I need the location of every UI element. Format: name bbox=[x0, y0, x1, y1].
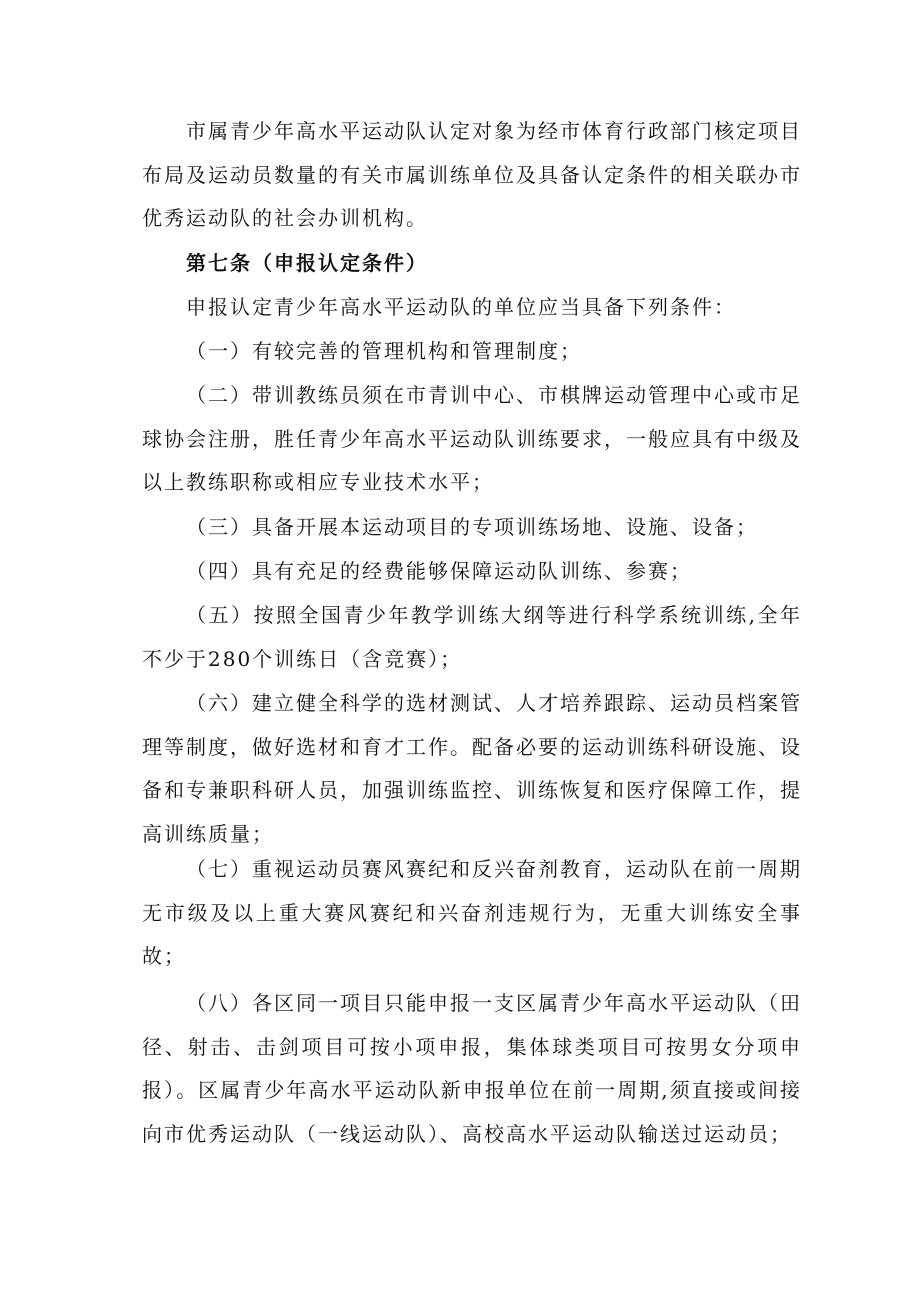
lead-paragraph: 申报认定青少年高水平运动队的单位应当具备下列条件： bbox=[186, 295, 736, 319]
item-6: （六）建立健全科学的选材测试、人才培养跟踪、运动员档案管理等制度，做好选材和育才工作。配备必要的运动训练科研设施、设备和专兼职科研人员，加强训练监控、训练恢复和医疗保障工作，提高训练质量； bbox=[142, 691, 802, 846]
item-5: （五）按照全国青少年教学训练大纲等进行科学系统训练,全年不少于280个训练日（含竞赛）； bbox=[142, 603, 802, 671]
item-3: （三）具备开展本运动项目的专项训练场地、设施、设备； bbox=[186, 515, 758, 539]
item-1: （一）有较完善的管理机构和管理制度； bbox=[186, 339, 582, 363]
article-heading: 第七条（申报认定条件） bbox=[186, 251, 428, 275]
item-4: （四）具有充足的经费能够保障运动队训练、参赛； bbox=[186, 559, 692, 583]
item-8: （八）各区同一项目只能申报一支区属青少年高水平运动队（田径、射击、击剑项目可按小项申报，集体球类项目可按男女分项申报）。区属青少年高水平运动队新申报单位在前一周期,须直接或间接向市优秀运动队（一线运动队）、高校高水平运动队输送过运动员； bbox=[142, 991, 802, 1146]
item-2: （二）带训教练员须在市青训中心、市棋牌运动管理中心或市足球协会注册，胜任青少年高水平运动队训练要求，一般应具有中级及以上教练职称或相应专业技术水平； bbox=[142, 383, 802, 494]
item-7: （七）重视运动员赛风赛纪和反兴奋剂教育，运动队在前一周期无市级及以上重大赛风赛纪和兴奋剂违规行为，无重大训练安全事故； bbox=[142, 857, 802, 968]
intro-paragraph: 市属青少年高水平运动队认定对象为经市体育行政部门核定项目布局及运动员数量的有关市属训练单位及具备认定条件的相关联办市优秀运动队的社会办训机构。 bbox=[142, 119, 802, 230]
